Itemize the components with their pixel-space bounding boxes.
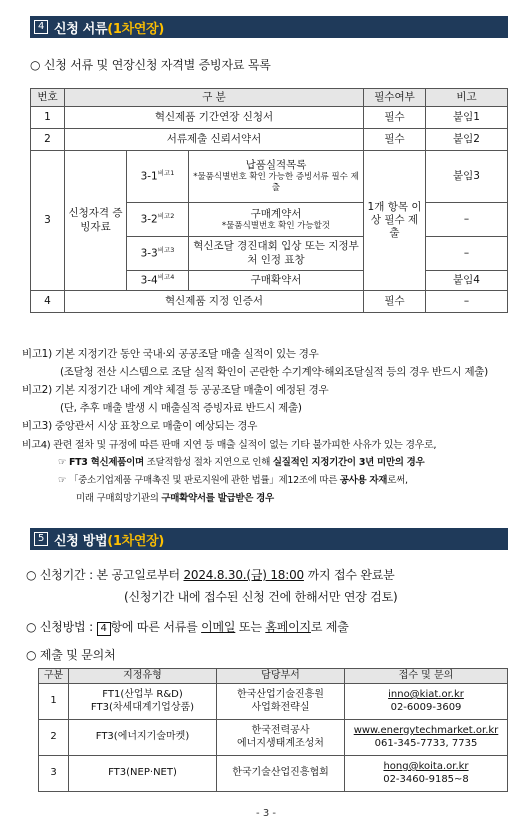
table-row	[31, 107, 508, 129]
section-number: 4	[34, 20, 48, 34]
section-title: 신청 방법	[54, 533, 108, 549]
table-row	[39, 720, 508, 756]
cell-dept: 한국기술산업진흥협회	[217, 756, 345, 792]
page-number: - 3 -	[256, 808, 276, 819]
cell-note: –	[426, 291, 508, 313]
note-4c: 미래 구매희망기관의 구매확약서를 발급받은 경우	[76, 493, 274, 504]
section-accent: (1차연장)	[107, 533, 165, 549]
cell-no: 1	[39, 684, 69, 720]
table-row	[31, 151, 508, 203]
th-req: 필수여부	[364, 89, 426, 107]
th-note: 비고	[426, 89, 508, 107]
cell-dept: 한국전력공사 에너지생태계조성처	[217, 720, 345, 756]
section-title: 신청 서류	[54, 21, 108, 37]
cell-type: FT1(산업부 R&D) FT3(차세대계기업상품)	[69, 684, 217, 720]
note-2: 비고2) 기본 지정기간 내에 계약 체결 등 공공조달 매출이 예정된 경우	[22, 384, 329, 396]
cell-item: 혁신제품 지정 인증서	[65, 291, 364, 313]
note-4b: ☞ 「중소기업제품 구매촉진 및 판로지원에 관한 법률」제12조에 따른 공사용 자재로써,	[58, 475, 408, 486]
cell-contact: hong@koita.or.kr 02-3460-9185~8	[345, 756, 508, 792]
th-type: 지정유형	[69, 669, 217, 684]
table-row	[39, 684, 508, 720]
th-item: 구 분	[65, 89, 364, 107]
table-row	[31, 291, 508, 313]
note-1: 비고1) 기본 지정기간 동안 국내·외 공공조달 매출 실적이 있는 경우	[22, 348, 319, 360]
cell-note: –	[426, 237, 508, 271]
section-4-header	[30, 16, 508, 38]
list-title: ○ 신청 서류 및 연장신청 자격별 증빙자료 목록	[30, 58, 271, 72]
cell-doc: 구매계약서 *물품식별번호 확인 가능할것	[189, 203, 364, 237]
method-line: ○ 신청방법 : 4 항에 따른 서류를 이메일 또는 홈페이지로 제출	[26, 620, 349, 634]
cell-dept: 한국산업기술진흥원 사업화전략실	[217, 684, 345, 720]
note-1-sub: (조달청 전산 시스템으로 조달 실적 확인이 곤란한 수기계약·해외조달실적 등의 경우 반드시 제출)	[60, 366, 488, 378]
cell-type: FT3(NEP·NET)	[69, 756, 217, 792]
cell-contact: www.energytechmarket.or.kr 061-345-7733, 7735	[345, 720, 508, 756]
cell-doc: 혁신조달 경진대회 입상 또는 지정부처 인정 표창	[189, 237, 364, 271]
th-no: 번호	[31, 89, 65, 107]
cell-doc: 구매확약서	[189, 271, 364, 291]
note-2-sub: (단, 추후 매출 발생 시 매출실적 증빙자료 반드시 제출)	[60, 402, 302, 414]
table-row	[31, 129, 508, 151]
cell-note: –	[426, 203, 508, 237]
cell-code: $3-2^{비고2}$	[127, 203, 189, 237]
contact-title: ○ 제출 및 문의처	[26, 648, 116, 662]
cell-doc: 납품실적목록 *물품식별번호 확인 가능한 증빙서류 필수 제출	[189, 151, 364, 203]
cell-no: 4	[31, 291, 65, 313]
th-contact: 접수 및 문의	[345, 669, 508, 684]
cell-note: 붙임3	[426, 151, 508, 203]
note-4: 비고4) 관련 절차 및 규정에 따른 판매 지연 등 매출 실적이 없는 기타 불가피한 사유가 있는 경우로,	[22, 440, 437, 451]
note-4a: ☞ FT3 혁신제품이며 조달적합성 절차 지연으로 인해 실질적인 지정기간이 3년 미만의 경우	[58, 457, 425, 468]
documents-table	[30, 88, 508, 313]
cell-note: 붙임1	[426, 107, 508, 129]
email-link[interactable]: inno@kiat.or.kr	[388, 689, 464, 700]
period-line: ○ 신청기간 : 본 공고일로부터 2024.8.30.(금) 18:00 까지 접수 완료분	[26, 568, 395, 582]
cell-req: 필수	[364, 129, 426, 151]
cell-req: 1개 항목 이상 필수 제출	[364, 151, 426, 291]
cell-code: $3-1^{비고1}$	[127, 151, 189, 203]
cell-no: 2	[39, 720, 69, 756]
section-number: 5	[34, 532, 48, 546]
cell-type: FT3(에너지기술마켓)	[69, 720, 217, 756]
cell-note: 붙임2	[426, 129, 508, 151]
cell-code: $3-4^{비고4}$	[127, 271, 189, 291]
cell-no: 3	[39, 756, 69, 792]
note-3: 비고3) 중앙관서 시상 표창으로 매출이 예상되는 경우	[22, 420, 258, 432]
contact-table	[38, 668, 508, 792]
cell-req: 필수	[364, 291, 426, 313]
cell-no: 3	[31, 151, 65, 291]
cell-req: 필수	[364, 107, 426, 129]
cell-code: $3-3^{비고3}$	[127, 237, 189, 271]
cell-item: 서류제출 신뢰서약서	[65, 129, 364, 151]
cell-note: 붙임4	[426, 271, 508, 291]
section-accent: (1차연장)	[107, 21, 165, 37]
cell-group: 신청자격 증빙자료	[65, 151, 127, 291]
cell-no: 2	[31, 129, 65, 151]
section-5-header	[30, 528, 508, 550]
period-sub: (신청기간 내에 접수된 신청 건에 한해서만 연장 검토)	[124, 590, 398, 604]
table-row	[39, 756, 508, 792]
cell-contact: inno@kiat.or.kr 02-6009-3609	[345, 684, 508, 720]
th-dept: 담당부서	[217, 669, 345, 684]
th-no: 구분	[39, 669, 69, 684]
cell-item: 혁신제품 기간연장 신청서	[65, 107, 364, 129]
email-link[interactable]: hong@koita.or.kr	[383, 761, 469, 772]
cell-no: 1	[31, 107, 65, 129]
website-link[interactable]: www.energytechmarket.or.kr	[353, 725, 499, 736]
